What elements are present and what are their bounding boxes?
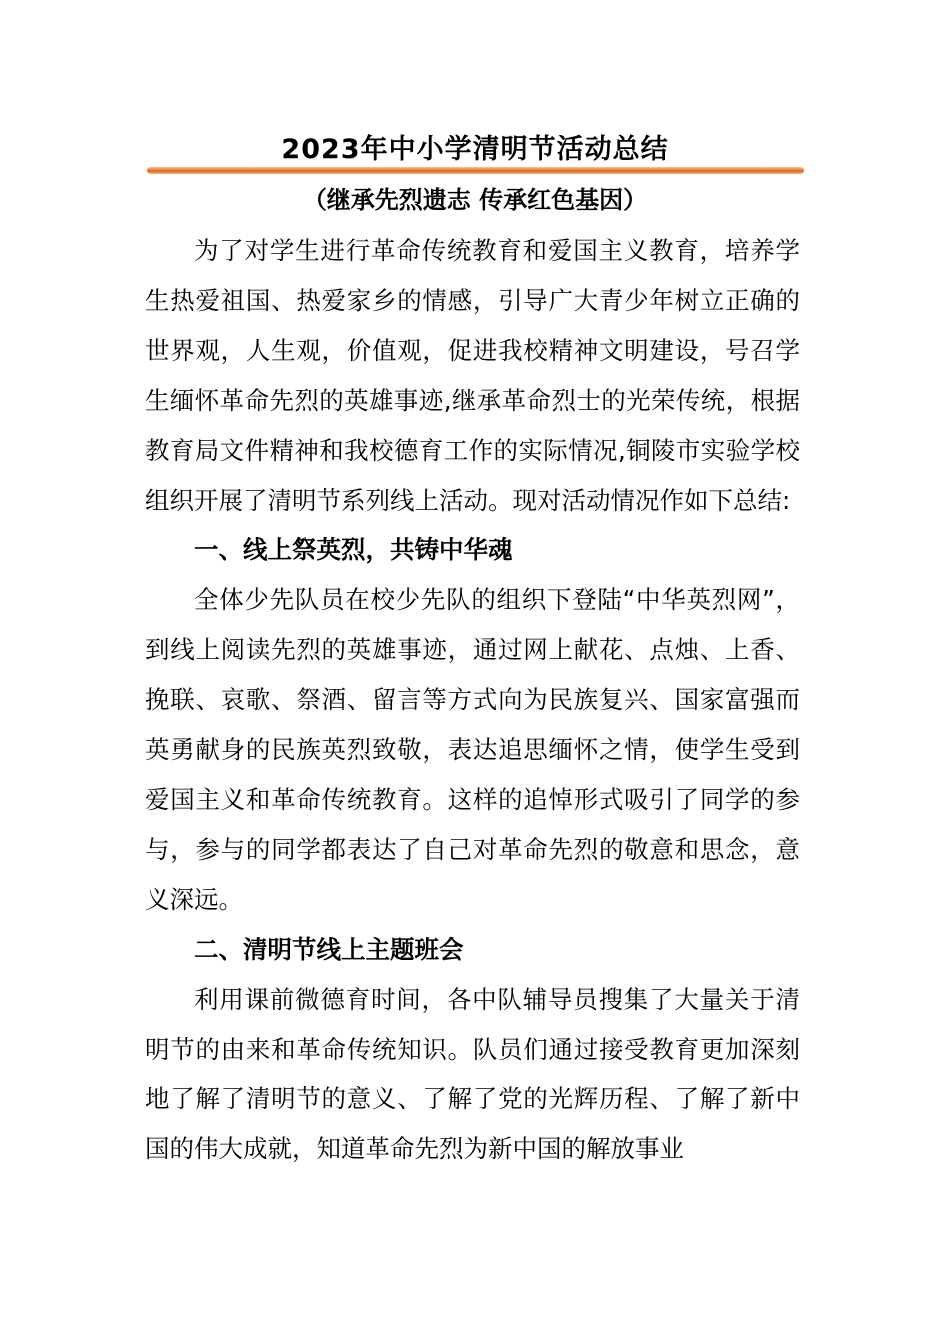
section-heading-2: 二、清明节线上主题班会: [194, 934, 464, 964]
document-body: [145, 226, 800, 1174]
document-subtitle: （继承先烈遗志 传承红色基因）: [302, 186, 648, 214]
section-2-paragraph: 利用课前微德育时间，各中队辅导员搜集了大量关于清明节的由来和革命传统知识。队员们通过接受教育更加深刻地了解了清明节的意义、了解了党的光辉历程、了解了新中国的伟大成就，知道革命先烈为新中国的解放事业: [145, 984, 800, 1164]
section-1-paragraph: 全体少先队员在校少先队的组织下登陆“中华英烈网”，到线上阅读先烈的英雄事迹，通过网上献花、点烛、上香、挽联、哀歌、祭酒、留言等方式向为民族复兴、国家富强而英勇献身的民族英烈致敬，表达追思缅怀之情，使学生受到爱国主义和革命传统教育。这样的追悼形式吸引了同学的参与，参与的同学都表达了自己对革命先烈的敬意和思念，意义深远。: [145, 585, 800, 914]
title-underline-rule: [147, 167, 804, 174]
document-title: 2023年中小学清明节活动总结: [281, 134, 669, 165]
section-heading-1: 一、线上祭英烈，共铸中华魂: [194, 535, 513, 565]
intro-paragraph: 为了对学生进行革命传统教育和爱国主义教育，培养学生热爱祖国、热爱家乡的情感，引导广大青少年树立正确的世界观，人生观，价值观，促进我校精神文明建设，号召学生缅怀革命先烈的英雄事迹,继承革命烈士的光荣传统，根据教育局文件精神和我校德育工作的实际情况,铜陵市实验学校组织开展了清明节系列线上活动。现对活动情况作如下总结:: [145, 236, 800, 515]
